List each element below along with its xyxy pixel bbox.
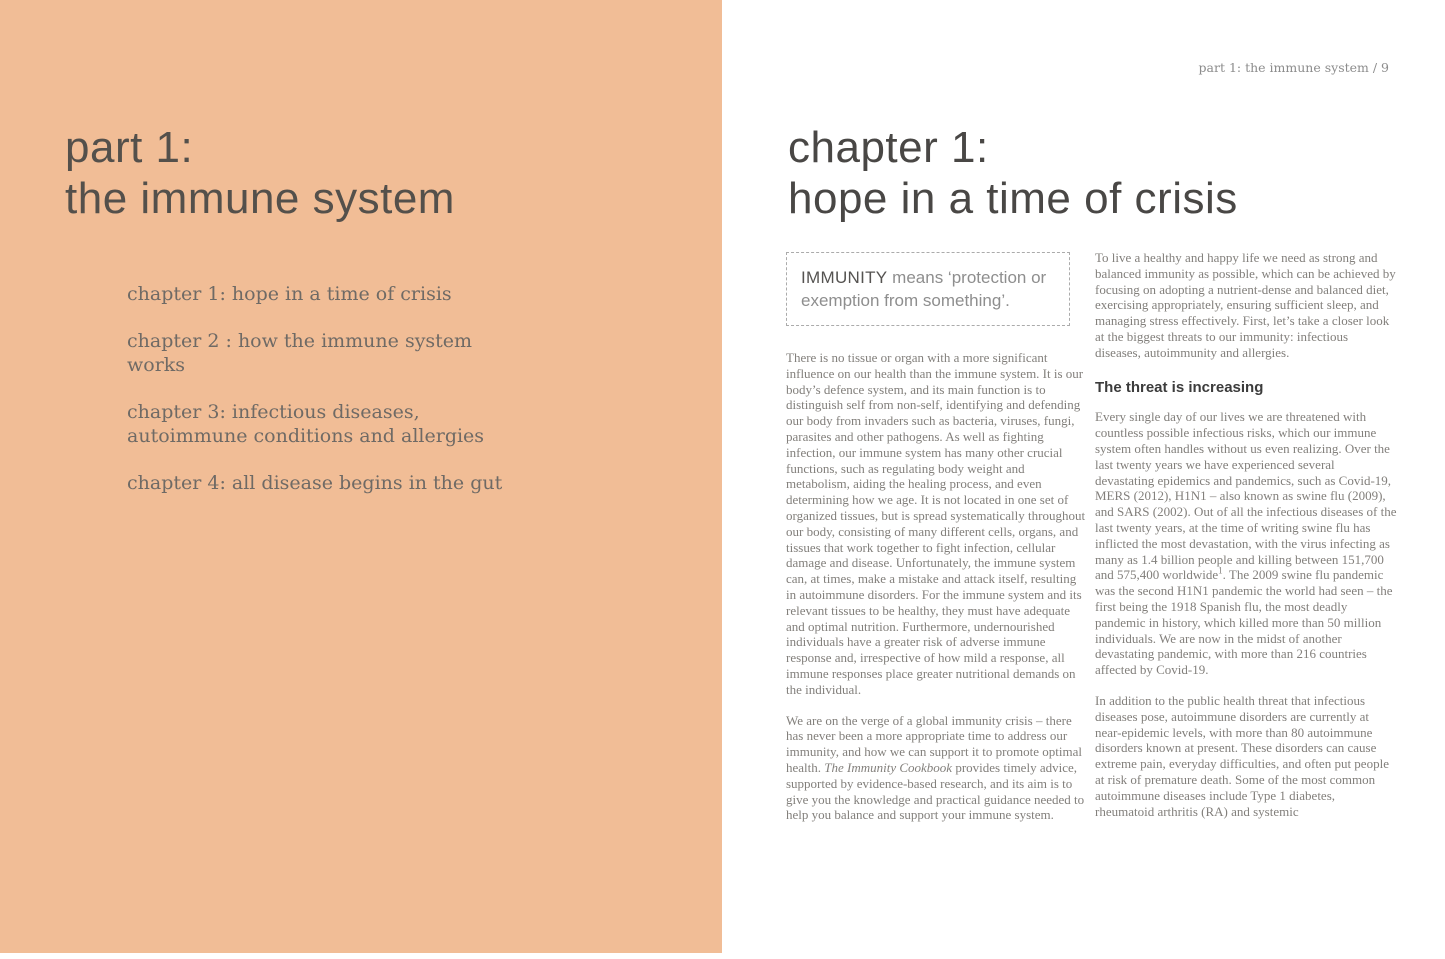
right-page [722,0,1445,959]
chapter-list-item-2: chapter 2 : how the immune system works [127,330,473,376]
paragraph: In addition to the public health threat that infectious diseases pose, autoimmune disorders are currently at near-epidemic levels, with more than 80 autoimmune disorders known at present. These disorders can cause extreme pain, everyday difficulties, and often put people at risk of premature death. Some of the most common autoimmune diseases include Type 1 diabetes, rheumatoid arthritis (RA) and systemic [1095,692,1389,819]
paragraph [786,713,1086,824]
paragraph-text: Every single day of our lives we are threatened with countless possible infectious risks, which our immune system often handles without us even realizing. Over the last twenty years we have experienced several devastating epidemics and pandemics, such as Covid-19, MERS (2012), H1N1 – also known as swine flu (2009), and SARS (2002). Out of all the infectious diseases of the last twenty years, at the time of writing swine flu has inflicted the most devastation, with the virus infecting as many as 1.4 billion people and killing between 151,700 and 575,400 worldwide [1095,409,1397,583]
chapter-title-line2: hope in a time of crisis [788,174,1238,223]
paragraph-text: We are on the verge of a global immunity crisis – there has never been a more appropriate time to address our immunity, and how we can support it to promote optimal health. [786,712,1082,775]
part-title-line1: part 1: [65,123,194,172]
paragraph [1095,409,1397,678]
paragraph: There is no tissue or organ with a more significant influence on our health than the immune system. It is our body’s defence system, and its main function is to distinguish self from non-self, identifying and defending our body from invaders such as bacteria, viruses, fungi, parasites and other pathogens. As well as fighting infection, our immune system has many other crucial functions, such as regulating body weight and metabolism, aiding the healing process, and even determining how we age. It is not located in one set of organized tissues, but is spread systematically throughout our body, consisting of many different cells, organs, and tissues that work together to fight infection, cellular damage and disease. Unfortunately, the immune system can, at times, make a mistake and attack itself, resulting in autoimmune disorders. For the immune system and its relevant tissues to be healthy, they must have adequate and optimal nutrition. Furthermore, undernourished individuals have a greater risk of adverse immune response and, irrespective of how mild a response, all immune responses place greater nutritional demands on the individual. [786,350,1086,697]
chapter-list-item-4: chapter 4: all disease begins in the gut [127,472,503,494]
book-title-italic: The Immunity Cookbook [824,759,953,775]
quote-term: IMMUNITY [801,268,888,287]
chapter-list-item-3: chapter 3: infectious diseases, autoimmune conditions and allergies [127,401,485,447]
left-page [0,0,722,953]
chapter-title-line1: chapter 1: [788,123,989,172]
text-column-1 [786,250,1086,838]
part-title-line2: the immune system [65,174,455,223]
paragraph: To live a healthy and happy life we need as strong and balanced immunity as possible, which can be achieved by focusing on adopting a nutrient-dense and balanced diet, exercising appropriately, ensuring sufficient sleep, and managing stress effectively. First, let’s take a closer look at the biggest threats to our immunity: infectious diseases, autoimmunity and allergies. [1095,250,1396,360]
footnote-marker: 1 [1218,566,1223,577]
running-header: part 1: the immune system / 9 [1198,60,1389,75]
part-title [65,122,455,224]
paragraph-text: . The 2009 swine flu pandemic was the second H1N1 pandemic the world had seen – the first being the 1918 Spanish flu, the most deadly pandemic in history, which killed more than 50 million individuals. We are now in the midst of another devastating pandemic, with more than 216 countries affected by Covid-19. [1095,567,1393,678]
quote-rest: means ‘protection or exemption from something’. [801,268,1047,310]
chapter-list [127,282,527,518]
chapter-list-item-1: chapter 1: hope in a time of crisis [127,283,452,305]
paragraph-text: provides timely advice, supported by evidence-based research, and its aim is to give you the knowledge and practical guidance needed to help you balance and support your immune system. [786,759,1085,823]
immunity-definition-box [786,252,1070,326]
section-heading: The threat is increasing [1095,378,1264,396]
chapter-title [788,122,1238,224]
text-column-2 [1095,250,1397,834]
